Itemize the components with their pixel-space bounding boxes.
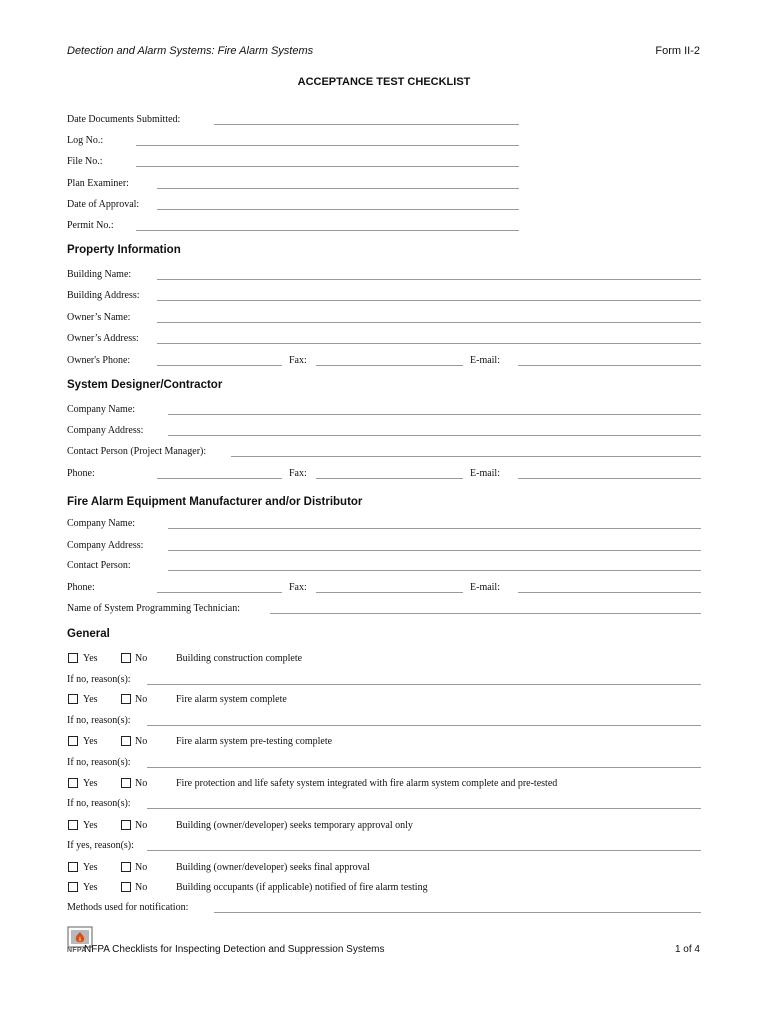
technician-input[interactable] [270,613,701,614]
no-checkbox[interactable] [121,736,131,746]
field-designer-company [67,404,701,420]
email-label: E-mail: [470,582,500,593]
field-label: Plan Examiner: [67,178,129,189]
yes-checkbox[interactable] [68,862,78,872]
field-label: Owner’s Address: [67,333,139,344]
reason-row [67,798,701,814]
no-label: No [135,736,148,747]
field-label: Name of System Programming Technician: [67,603,240,614]
field-label: Owner’s Name: [67,312,131,323]
reason-input[interactable] [147,725,701,726]
mfr-phone-input[interactable] [157,592,282,593]
field-plan-examiner [67,178,701,194]
footer-text: NFPA Checklists for Inspecting Detection and Suppression Systems [84,944,385,955]
field-log-no [67,135,701,151]
yes-checkbox[interactable] [68,694,78,704]
field-file-no [67,156,701,172]
field-label: Date Documents Submitted: [67,114,181,125]
field-permit-no [67,220,701,236]
field-label: Date of Approval: [67,199,140,210]
form-number: Form II-2 [655,45,700,57]
field-label: File No.: [67,156,103,167]
date-documents-input[interactable] [214,124,519,125]
field-designer-phone [67,468,701,484]
reason-row [67,674,701,690]
no-checkbox[interactable] [121,778,131,788]
section-designer: System Designer/Contractor [67,379,223,391]
owners-email-input[interactable] [518,365,701,366]
general-item-system-complete [67,694,701,710]
item-text: Building (owner/developer) seeks temporary approval only [176,820,413,831]
email-label: E-mail: [470,355,500,366]
yes-checkbox[interactable] [68,882,78,892]
yes-label: Yes [83,778,98,789]
yes-label: Yes [83,694,98,705]
general-item-pretesting [67,736,701,752]
fax-label: Fax: [289,355,307,366]
field-label: Owner's Phone: [67,355,131,366]
general-item-temporary-approval [67,820,701,836]
field-label: Phone: [67,468,95,479]
building-name-input[interactable] [157,279,701,280]
field-label: Building Name: [67,269,132,280]
yes-label: Yes [83,820,98,831]
general-item-construction [67,653,701,669]
field-label: Company Name: [67,518,136,529]
field-owners-address [67,333,701,349]
no-checkbox[interactable] [121,694,131,704]
section-general: General [67,628,110,640]
no-label: No [135,694,148,705]
field-label: Methods used for notification: [67,902,189,913]
field-building-name [67,269,701,285]
item-text: Building construction complete [176,653,303,664]
reason-label: If no, reason(s): [67,715,131,726]
field-technician [67,603,701,619]
field-label: Log No.: [67,135,104,146]
reason-input[interactable] [147,808,701,809]
reason-row [67,715,701,731]
no-label: No [135,820,148,831]
field-label: Contact Person: [67,560,131,571]
fax-label: Fax: [289,582,307,593]
owners-fax-input[interactable] [316,365,463,366]
no-label: No [135,653,148,664]
reason-label: If yes, reason(s): [67,840,134,851]
mfr-contact-input[interactable] [168,570,701,571]
field-owners-phone [67,355,701,371]
general-item-integrated [67,778,701,794]
field-date-approval [67,199,701,215]
no-checkbox[interactable] [121,820,131,830]
reason-row [67,757,701,773]
designer-contact-input[interactable] [231,456,701,457]
page-number: 1 of 4 [674,944,700,955]
reason-label: If no, reason(s): [67,674,131,685]
item-text: Building occupants (if applicable) notified of fire alarm testing [176,882,428,893]
reason-input[interactable] [147,767,701,768]
owners-name-input[interactable] [157,322,701,323]
item-text: Fire alarm system pre-testing complete [176,736,333,747]
field-label: Permit No.: [67,220,114,231]
file-no-input[interactable] [136,166,519,167]
field-label: Company Address: [67,540,144,551]
reason-label: If no, reason(s): [67,757,131,768]
field-mfr-company [67,518,701,534]
reason-input[interactable] [147,684,701,685]
designer-fax-input[interactable] [316,478,463,479]
permit-no-input[interactable] [136,230,519,231]
notification-methods-input[interactable] [214,912,701,913]
email-label: E-mail: [470,468,500,479]
page-title: ACCEPTANCE TEST CHECKLIST [297,76,471,88]
designer-phone-input[interactable] [157,478,282,479]
mfr-address-input[interactable] [168,550,701,551]
field-date-documents [67,114,701,130]
field-mfr-address [67,540,701,556]
reason-label: If no, reason(s): [67,798,131,809]
field-mfr-contact [67,560,701,576]
yes-checkbox[interactable] [68,736,78,746]
section-property: Property Information [67,244,181,256]
yes-label: Yes [83,736,98,747]
reason-row [67,840,701,856]
yes-label: Yes [83,653,98,664]
section-manufacturer: Fire Alarm Equipment Manufacturer and/or Distributor [67,496,363,508]
no-label: No [135,778,148,789]
mfr-email-input[interactable] [518,592,701,593]
owners-phone-input[interactable] [157,365,282,366]
field-label: Building Address: [67,290,140,301]
yes-checkbox[interactable] [68,820,78,830]
yes-checkbox[interactable] [68,778,78,788]
item-text: Fire alarm system complete [176,694,287,705]
mfr-company-input[interactable] [168,528,701,529]
field-building-address [67,290,701,306]
designer-address-input[interactable] [168,435,701,436]
owners-address-input[interactable] [157,343,701,344]
plan-examiner-input[interactable] [157,188,519,189]
building-address-input[interactable] [157,300,701,301]
field-label: Company Address: [67,425,144,436]
item-text: Building (owner/developer) seeks final approval [176,862,370,873]
log-no-input[interactable] [136,145,519,146]
no-label: No [135,862,148,873]
mfr-fax-input[interactable] [316,592,463,593]
field-designer-address [67,425,701,441]
no-checkbox[interactable] [121,882,131,892]
date-approval-input[interactable] [157,209,519,210]
general-item-occupants-notified [67,882,701,898]
header-subtitle: Detection and Alarm Systems: Fire Alarm Systems [67,45,314,57]
field-label: Contact Person (Project Manager): [67,446,207,457]
designer-email-input[interactable] [518,478,701,479]
logo-text: NFPA [67,947,87,954]
general-item-final-approval [67,862,701,878]
field-mfr-phone [67,582,701,598]
no-label: No [135,882,148,893]
field-notification-methods [67,902,701,918]
item-text: Fire protection and life safety system integrated with fire alarm system complete and pre-tested [176,778,558,789]
field-designer-contact [67,446,701,462]
yes-label: Yes [83,862,98,873]
field-label: Company Name: [67,404,136,415]
field-owners-name [67,312,701,328]
reason-input[interactable] [147,850,701,851]
fax-label: Fax: [289,468,307,479]
yes-label: Yes [83,882,98,893]
no-checkbox[interactable] [121,653,131,663]
field-label: Phone: [67,582,95,593]
yes-checkbox[interactable] [68,653,78,663]
no-checkbox[interactable] [121,862,131,872]
designer-company-input[interactable] [168,414,701,415]
